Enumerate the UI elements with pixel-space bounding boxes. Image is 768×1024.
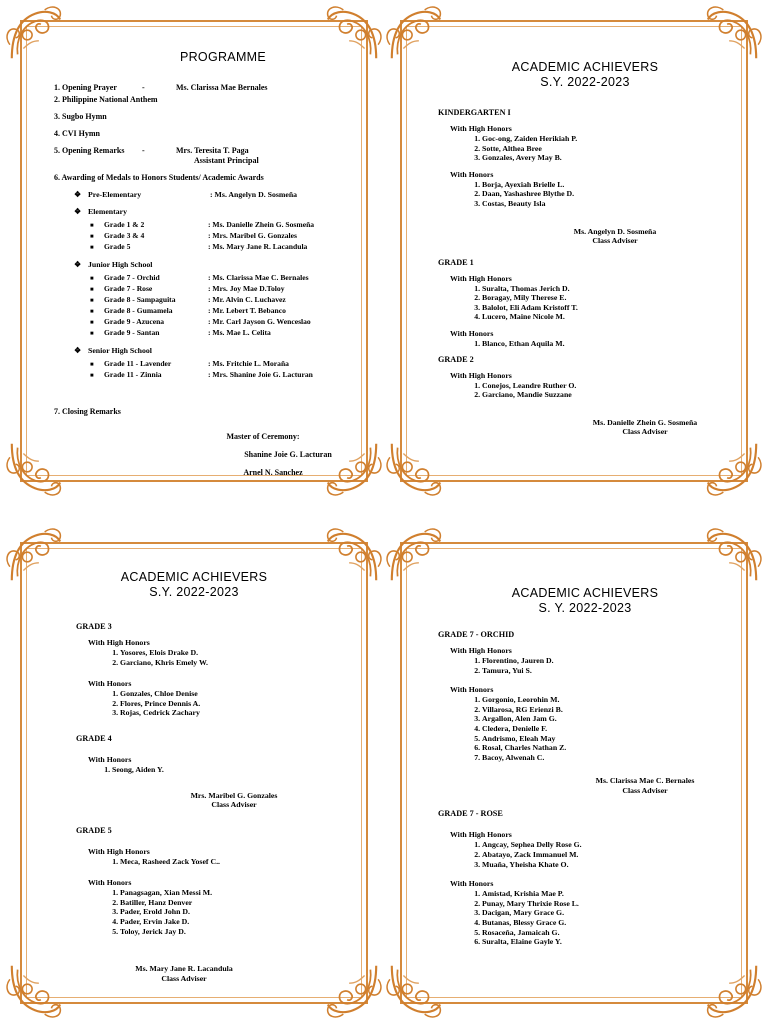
list-item: 1. Florentino, Jauren D. xyxy=(482,656,732,666)
square-bullet-icon: ■ xyxy=(90,331,94,337)
honors-label: With Honors xyxy=(88,679,132,689)
grade-line: ■ Grade 9 - Azucena : Mr. Carl Jayson G. Wenceslao xyxy=(90,317,311,326)
programme-item: 1. Opening Prayer - Ms. Clarissa Mae Bernales xyxy=(54,83,268,92)
panel-title: ACADEMIC ACHIEVERS xyxy=(511,60,659,74)
list-item: 1. Goc-ong, Zaiden Herikiah P. xyxy=(482,134,732,144)
list-item: 2. Garciano, Khris Emely W. xyxy=(120,658,352,668)
ornament-icon xyxy=(704,528,762,586)
ornament-icon xyxy=(386,960,444,1018)
programme-title: PROGRAMME xyxy=(179,50,267,64)
list-item: 3. Pader, Erold John D. xyxy=(120,907,352,917)
list-item: 1. Borja, Ayexiah Brielle L. xyxy=(482,180,732,190)
honor-list xyxy=(76,857,352,867)
school-year: S.Y. 2022-2023 xyxy=(149,585,239,599)
list-item: 6. Rosal, Charles Nathan Z. xyxy=(482,743,732,753)
section-grade-2: GRADE 2 xyxy=(438,354,474,364)
class-adviser: Ms. Danielle Zhein G. Sosmeña Class Adviser xyxy=(592,417,698,437)
grade-line: ■ Grade 8 - Gumamela : Mr. Lebert T. Bebanco xyxy=(90,306,286,315)
list-item: 1. Angcay, Sephea Delly Rose G. xyxy=(482,840,732,850)
list-item: 5. Rosaceña, Jamaicah G. xyxy=(482,928,732,938)
grade-line: ■ Grade 5 : Ms. Mary Jane R. Lacandula xyxy=(90,242,308,251)
square-bullet-icon: ■ xyxy=(90,309,94,315)
programme-item: 4. CVI Hymn xyxy=(54,129,101,138)
programme-item: 2. Philippine National Anthem xyxy=(54,95,158,104)
square-bullet-icon: ■ xyxy=(90,234,94,240)
list-item: 5. Toloy, Jerick Jay D. xyxy=(120,927,352,937)
mc-name: Arnel N. Sanchez xyxy=(243,468,303,477)
square-bullet-icon: ■ xyxy=(90,276,94,282)
list-item: 3. Costas, Beauty Isla xyxy=(482,199,732,209)
class-adviser: Ms. Clarissa Mae C. Bernales Class Adviser xyxy=(595,776,695,795)
mc-name: Shanine Joie G. Lacturan xyxy=(244,450,332,459)
list-item: 4. Cledera, Denielle F. xyxy=(482,724,732,734)
list-item: 2. Tamura, Yui S. xyxy=(482,666,732,676)
list-item: 2. Batiller, Hanz Denver xyxy=(120,898,352,908)
programme-panel xyxy=(6,6,382,496)
honor-list xyxy=(438,656,732,675)
list-item: 4. Butanas, Blessy Grace G. xyxy=(482,918,732,928)
grade-line: ■ Grade 9 - Santan : Ms. Mae L. Celita xyxy=(90,328,271,337)
category-shs: ❖ Senior High School xyxy=(74,346,152,355)
grade-line: ■ Grade 11 - Zinnia : Mrs. Shanine Joie G. Lacturan xyxy=(90,370,313,379)
square-bullet-icon: ■ xyxy=(90,320,94,326)
honor-list xyxy=(438,339,732,349)
school-year: S.Y. 2022-2023 xyxy=(540,75,630,89)
honor-list xyxy=(438,381,732,400)
honor-list xyxy=(76,888,352,936)
panel-title: ACADEMIC ACHIEVERS xyxy=(511,586,659,600)
category-pre-elementary: ❖ Pre-Elementary : Ms. Angelyn D. Sosmeña xyxy=(74,190,298,199)
section-grade-3: GRADE 3 xyxy=(76,622,112,631)
section-grade-4: GRADE 4 xyxy=(76,733,112,743)
list-item: 2. Punay, Mary Thrixie Rose L. xyxy=(482,899,732,909)
programme-item: 3. Sugbo Hymn xyxy=(54,112,107,121)
list-item: 1. Panagsagan, Xian Messi M. xyxy=(120,888,352,898)
section-grade-5: GRADE 5 xyxy=(76,825,112,835)
list-item: 1. Meca, Rasheed Zack Yosef C.. xyxy=(120,857,352,867)
list-item: 2. Boragay, Mily Therese E. xyxy=(482,293,732,303)
list-item: 2. Sotte, Althea Bree xyxy=(482,144,732,154)
high-honors-label: With High Honors xyxy=(88,638,150,647)
square-bullet-icon: ■ xyxy=(90,362,94,368)
class-adviser: Ms. Mary Jane R. Lacandula Class Adviser xyxy=(135,964,233,983)
list-item: 3. Dacigan, Mary Grace G. xyxy=(482,908,732,918)
list-item: 2. Abatayo, Zack Immanuel M. xyxy=(482,850,732,860)
ornament-icon xyxy=(386,528,444,586)
honors-label: With Honors xyxy=(450,328,494,338)
list-item: 2. Daan, Yashashree Blythe D. xyxy=(482,189,732,199)
grade-line: ■ Grade 11 - Lavender : Ms. Fritchie L. Moraña xyxy=(90,359,289,368)
high-honors-label: With High Honors xyxy=(450,830,512,840)
list-item: 1. Amistad, Krishia Mae P. xyxy=(482,889,732,899)
list-item: 4. Lucero, Maine Nicole M. xyxy=(482,312,732,322)
section-kindergarten: KINDERGARTEN I xyxy=(438,108,511,117)
square-bullet-icon: ■ xyxy=(90,298,94,304)
honor-list xyxy=(76,648,352,667)
ornament-icon xyxy=(704,6,762,64)
list-item: 1. Gorgonio, Leorohin M. xyxy=(482,695,732,705)
ornament-icon xyxy=(6,528,64,586)
section-grade-7-orchid: GRADE 7 - ORCHID xyxy=(438,630,515,639)
list-item: 1. Suralta, Thomas Jerich D. xyxy=(482,284,732,294)
high-honors-label: With High Honors xyxy=(88,846,150,856)
section-grade-7-rose: GRADE 7 - ROSE xyxy=(438,809,503,819)
honor-list xyxy=(438,840,732,869)
achievers-panel-2 xyxy=(6,528,382,1018)
square-bullet-icon: ■ xyxy=(90,373,94,379)
square-bullet-icon: ■ xyxy=(90,223,94,229)
list-item: 5. Andrismo, Eleah May xyxy=(482,734,732,744)
closing-remarks: 7. Closing Remarks xyxy=(54,407,121,416)
class-adviser: Ms. Angelyn D. Sosmeña Class Adviser xyxy=(573,226,657,246)
school-year: S. Y. 2022-2023 xyxy=(538,601,632,615)
ornament-icon xyxy=(386,438,444,496)
honors-label: With Honors xyxy=(450,169,494,179)
grade-line: ■ Grade 7 - Orchid : Ms. Clarissa Mae C. Bernales xyxy=(90,273,309,282)
list-item: 1. Gonzales, Chloe Denise xyxy=(120,689,352,699)
awarding-label: 6. Awarding of Medals to Honors Students/ Academic Awards xyxy=(54,173,264,182)
honor-list xyxy=(438,134,732,163)
honor-list xyxy=(438,695,732,762)
list-item: 2. Flores, Prince Dennis A. xyxy=(120,699,352,709)
list-item: 1. Conejos, Leandre Ruther O. xyxy=(482,381,732,391)
grade-line: ■ Grade 3 & 4 : Mrs. Maribel G. Gonzales xyxy=(90,231,297,240)
honor-list xyxy=(438,180,732,209)
class-adviser: Mrs. Maribel G. Gonzales Class Adviser xyxy=(190,790,278,810)
list-item: 3. Argallon, Alen Jam G. xyxy=(482,714,732,724)
ornament-icon xyxy=(386,6,444,64)
list-item: 1. Blanco, Ethan Aquila M. xyxy=(482,339,732,349)
honors-label: With Honors xyxy=(450,685,494,695)
list-item: 3. Gonzales, Avery May B. xyxy=(482,153,732,163)
square-bullet-icon: ■ xyxy=(90,287,94,293)
grade-line: ■ Grade 1 & 2 : Ms. Danielle Zhein G. Sosmeña xyxy=(90,220,315,229)
list-item: 2. Garciano, Mandie Suzzane xyxy=(482,390,732,400)
achievers-panel-1 xyxy=(386,6,762,496)
honors-label: With Honors xyxy=(88,878,132,888)
diamond-icon: ❖ xyxy=(74,346,81,355)
grade-line: ■ Grade 8 - Sampaguita : Mr. Alvin C. Luchavez xyxy=(90,295,286,304)
list-item: 3. Muaña, Yheisha Khate O. xyxy=(482,860,732,870)
grade-line: ■ Grade 7 - Rose : Mrs. Joy Mae D.Toloy xyxy=(90,284,285,293)
list-item: 2. Villarosa, RG Erienzi B. xyxy=(482,705,732,715)
list-item: 1. Seong, Aiden Y. xyxy=(112,765,352,775)
list-item: 3. Balolot, Eli Adam Kristoff T. xyxy=(482,303,732,313)
square-bullet-icon: ■ xyxy=(90,245,94,251)
high-honors-label: With High Honors xyxy=(450,273,512,283)
diamond-icon: ❖ xyxy=(74,190,81,199)
high-honors-label: With High Honors xyxy=(450,370,512,380)
programme-item: 5. Opening Remarks - Mrs. Teresita T. Paga xyxy=(54,146,249,155)
programme-note: Assistant Principal xyxy=(194,156,259,165)
achievers-panel-3 xyxy=(386,528,762,1018)
honors-label: With Honors xyxy=(88,754,132,764)
list-item: 4. Pader, Ervin Jake D. xyxy=(120,917,352,927)
list-item: 3. Rojas, Cedrick Zachary xyxy=(120,708,352,718)
section-grade-1: GRADE 1 xyxy=(438,257,474,267)
honors-label: With Honors xyxy=(450,879,494,889)
honor-list xyxy=(76,765,352,775)
diamond-icon: ❖ xyxy=(74,260,81,269)
list-item: 7. Bacoy, Alwenah C. xyxy=(482,753,732,763)
honor-list xyxy=(438,284,732,322)
high-honors-label: With High Honors xyxy=(450,124,512,133)
high-honors-label: With High Honors xyxy=(450,646,512,655)
diamond-icon: ❖ xyxy=(74,207,81,216)
mc-label: Master of Ceremony: xyxy=(226,432,300,441)
category-jhs: ❖ Junior High School xyxy=(74,260,153,269)
list-item: 1. Yosores, Elois Drake D. xyxy=(120,648,352,658)
list-item: 6. Suralta, Elaine Gayle Y. xyxy=(482,937,732,947)
honor-list xyxy=(438,889,732,947)
category-elementary: ❖ Elementary xyxy=(74,207,127,216)
ornament-icon xyxy=(6,960,64,1018)
panel-title: ACADEMIC ACHIEVERS xyxy=(120,570,268,584)
honor-list xyxy=(76,689,352,718)
